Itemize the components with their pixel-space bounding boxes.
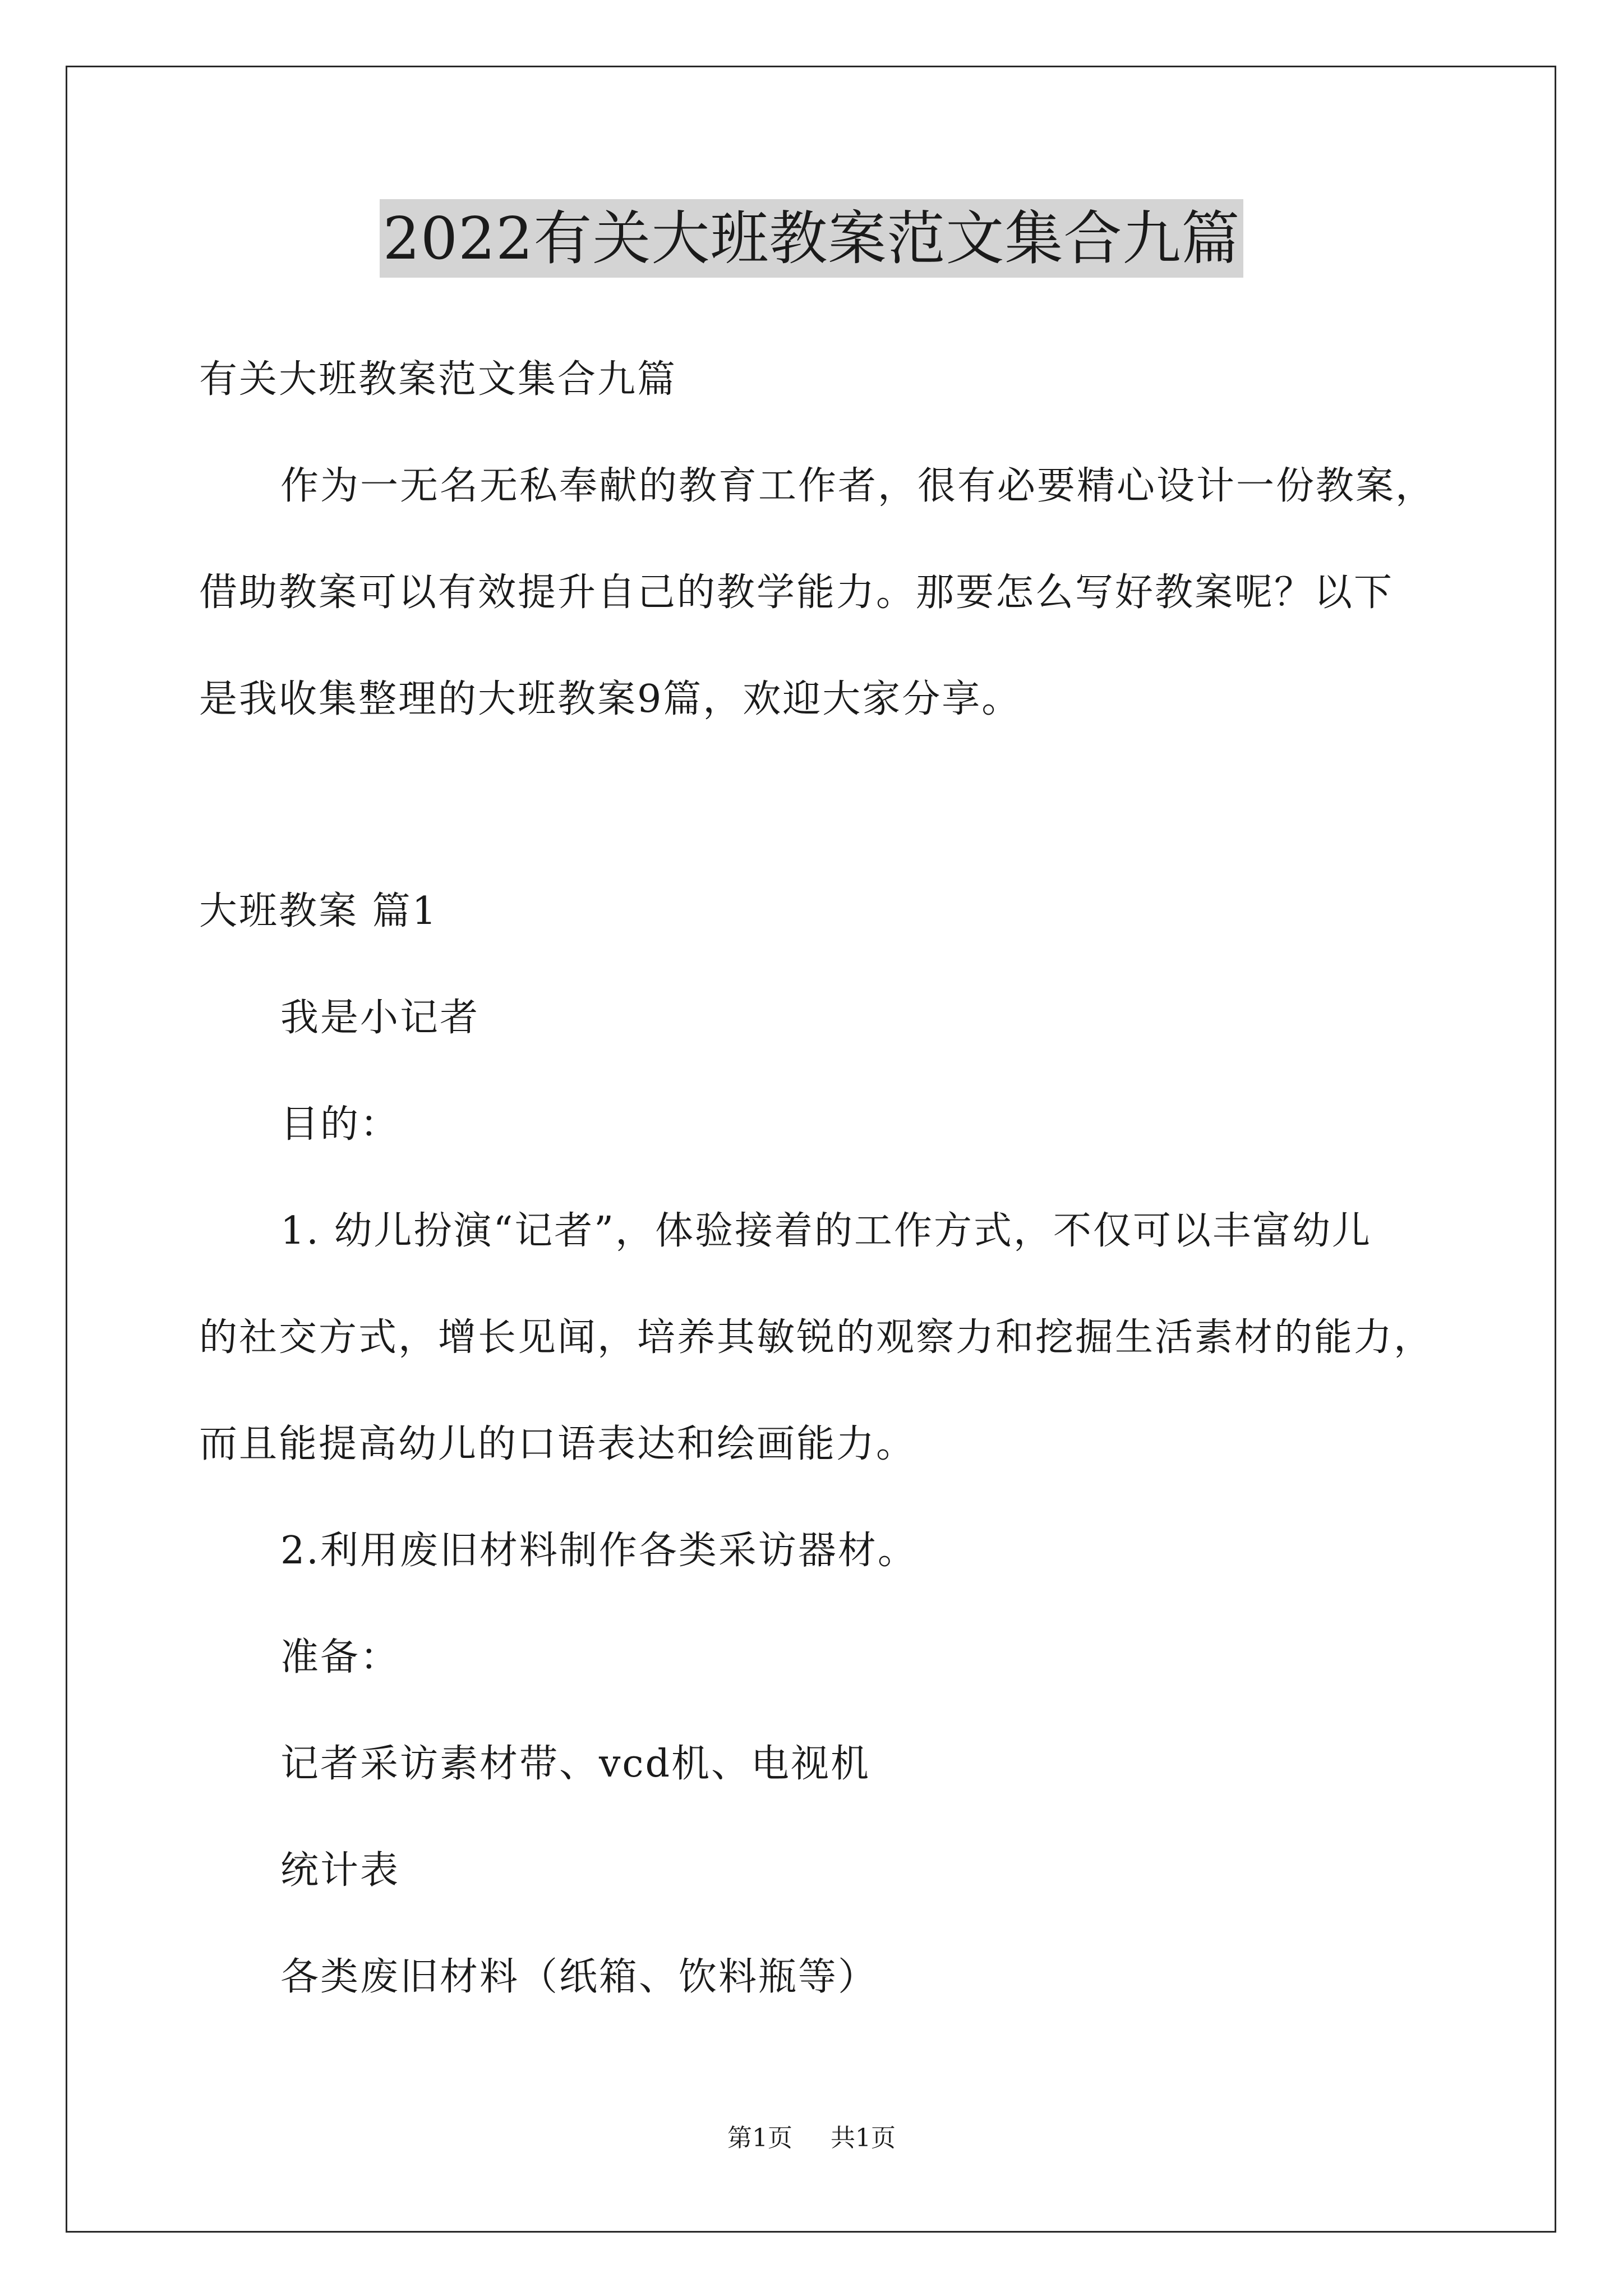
- page-footer: [0, 2122, 1623, 2155]
- intro-line-3: 是我收集整理的大班教案9篇，欢迎大家分享。: [199, 677, 1022, 721]
- body-line-2: 目的：: [280, 1102, 400, 1147]
- document-title: 2022有关大班教案范文集合九篇: [380, 199, 1244, 278]
- body-line-5: 而且能提高幼儿的口语表达和绘画能力。: [199, 1422, 916, 1466]
- page-total: 共1页: [831, 2124, 896, 2152]
- body-line-6: 2.利用废旧材料制作各类采访器材。: [280, 1529, 917, 1573]
- intro-line-1: 作为一无名无私奉献的教育工作者，很有必要精心设计一份教案，: [280, 464, 1436, 508]
- body-line-9: 统计表: [280, 1848, 400, 1893]
- body-line-3: 1. 幼儿扮演“记者”，体验接着的工作方式，不仅可以丰富幼儿: [280, 1209, 1372, 1253]
- body-line-7: 准备：: [280, 1635, 400, 1680]
- document-subtitle: 有关大班教案范文集合九篇: [199, 357, 677, 402]
- section-heading: 大班教案 篇1: [199, 889, 438, 933]
- intro-line-2: 借助教案可以有效提升自己的教学能力。那要怎么写好教案呢？以下: [199, 570, 1394, 615]
- body-line-10: 各类废旧材料（纸箱、饮料瓶等）: [280, 1955, 878, 1999]
- title-container: [0, 199, 1623, 278]
- body-line-8: 记者采访素材带、vcd机、电视机: [280, 1742, 871, 1786]
- page-number: 第1页: [727, 2124, 792, 2152]
- body-line-4: 的社交方式，增长见闻，培养其敏锐的观察力和挖掘生活素材的能力，: [199, 1315, 1434, 1360]
- body-line-1: 我是小记者: [280, 996, 480, 1040]
